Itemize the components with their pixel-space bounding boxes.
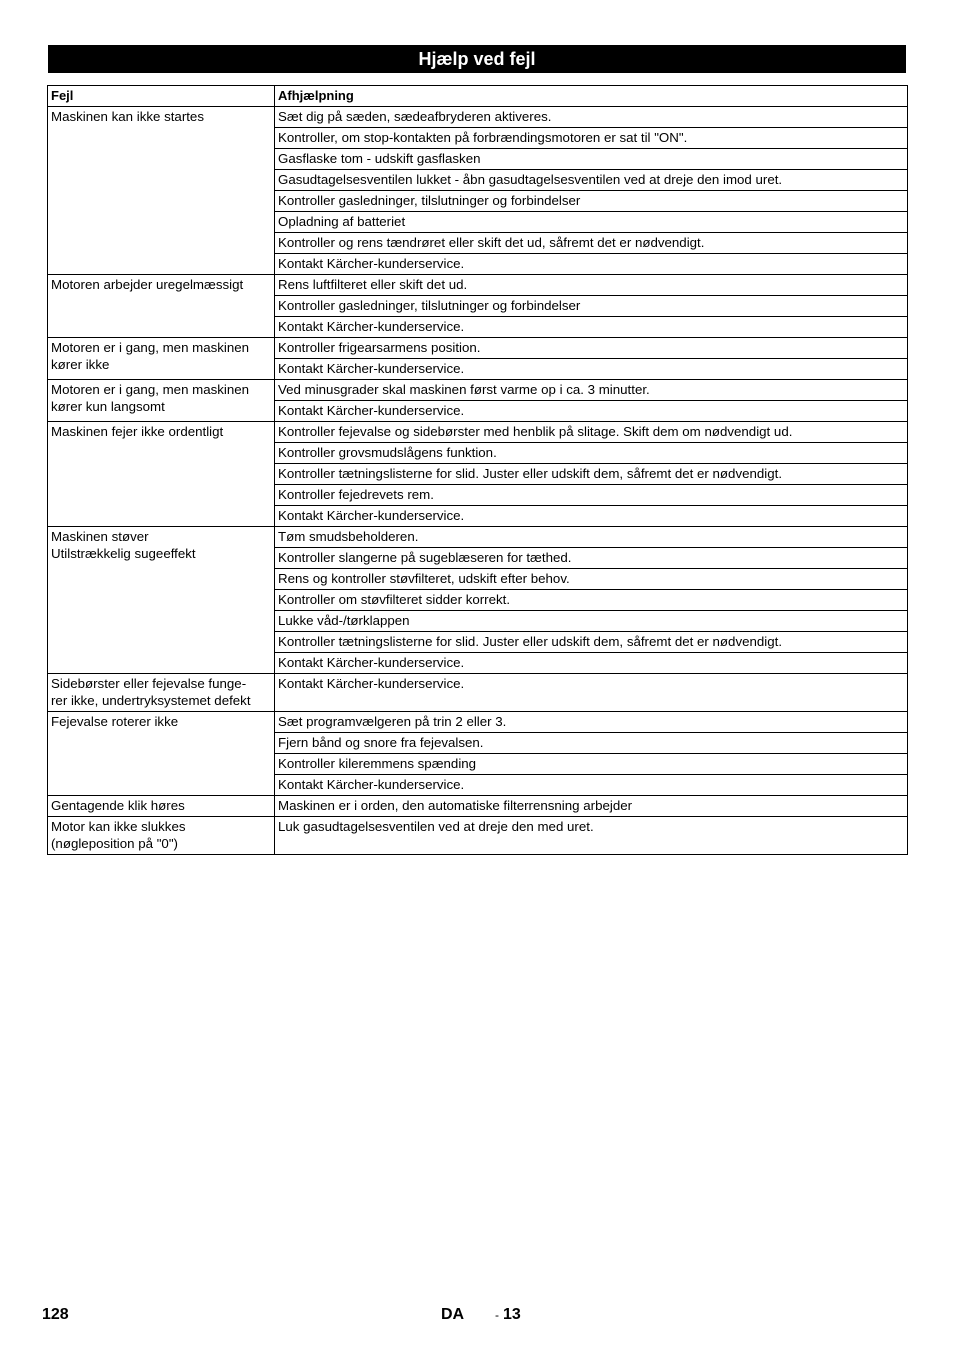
remedy-cell: Kontakt Kärcher-kunderservice. [275, 359, 908, 380]
remedy-cell: Rens luftfilteret eller skift det ud. [275, 275, 908, 296]
table-row [48, 338, 908, 359]
table-body [48, 107, 908, 855]
fault-column-header: Fejl [48, 86, 275, 107]
fault-cell: Maskinen fejer ikke ordentligt [48, 422, 275, 527]
remedy-cell: Kontroller slangerne på sugeblæseren for tæthed. [275, 548, 908, 569]
fault-cell: Sidebørster eller fejevalse funge- rer ikke, undertryksystemet defekt [48, 674, 275, 712]
fault-cell: Motoren er i gang, men maskinen kører ikke [48, 338, 275, 380]
table-row [48, 380, 908, 401]
remedy-cell: Kontroller gasledninger, tilslutninger og forbindelser [275, 191, 908, 212]
troubleshooting-table [47, 85, 908, 855]
remedy-cell: Lukke våd-/tørklappen [275, 611, 908, 632]
remedy-cell: Maskinen er i orden, den automatiske filterrensning arbejder [275, 796, 908, 817]
table-row [48, 712, 908, 733]
table-row [48, 275, 908, 296]
section-page-value: 13 [503, 1306, 521, 1323]
remedy-cell: Kontroller fejevalse og sidebørster med henblik på slitage. Skift dem om nødvendigt ud. [275, 422, 908, 443]
remedy-cell: Kontakt Kärcher-kunderservice. [275, 401, 908, 422]
remedy-cell: Fjern bånd og snore fra fejevalsen. [275, 733, 908, 754]
remedy-cell: Kontroller om støvfilteret sidder korrekt. [275, 590, 908, 611]
table-row [48, 527, 908, 548]
remedy-cell: Kontroller, om stop-kontakten på forbrændingsmotoren er sat til "ON". [275, 128, 908, 149]
page-number: 128 [42, 1306, 69, 1323]
remedy-cell: Kontroller og rens tændrøret eller skift det ud, såfremt det er nødvendigt. [275, 233, 908, 254]
section-page-number [495, 1306, 521, 1324]
remedy-cell: Ved minusgrader skal maskinen først varme op i ca. 3 minutter. [275, 380, 908, 401]
remedy-cell: Kontroller kileremmens spænding [275, 754, 908, 775]
page-title: Hjælp ved fejl [48, 45, 906, 73]
remedy-cell: Gasudtagelsesventilen lukket - åbn gasudtagelsesventilen ved at dreje den imod uret. [275, 170, 908, 191]
remedy-column-header: Afhjælpning [275, 86, 908, 107]
remedy-cell: Tøm smudsbeholderen. [275, 527, 908, 548]
fault-cell: Motoren arbejder uregelmæssigt [48, 275, 275, 338]
remedy-cell: Rens og kontroller støvfilteret, udskift efter behov. [275, 569, 908, 590]
remedy-cell: Kontakt Kärcher-kunderservice. [275, 506, 908, 527]
table-row [48, 422, 908, 443]
remedy-cell: Kontroller tætningslisterne for slid. Juster eller udskift dem, såfremt det er nødvendigt. [275, 464, 908, 485]
remedy-cell: Sæt dig på sæden, sædeafbryderen aktiveres. [275, 107, 908, 128]
fault-cell: Maskinen kan ikke startes [48, 107, 275, 275]
table-row [48, 817, 908, 855]
remedy-cell: Sæt programvælgeren på trin 2 eller 3. [275, 712, 908, 733]
table-row [48, 796, 908, 817]
remedy-cell: Kontakt Kärcher-kunderservice. [275, 653, 908, 674]
table-header-row [48, 86, 908, 107]
remedy-cell: Opladning af batteriet [275, 212, 908, 233]
remedy-cell: Gasflaske tom - udskift gasflasken [275, 149, 908, 170]
fault-cell: Maskinen støver Utilstrækkelig sugeeffekt [48, 527, 275, 674]
table-row [48, 107, 908, 128]
fault-cell: Motor kan ikke slukkes (nøgleposition på "0") [48, 817, 275, 855]
fault-cell: Gentagende klik høres [48, 796, 275, 817]
remedy-cell: Kontroller fejedrevets rem. [275, 485, 908, 506]
remedy-cell: Kontakt Kärcher-kunderservice. [275, 674, 908, 712]
remedy-cell: Kontakt Kärcher-kunderservice. [275, 254, 908, 275]
page-separator: - [495, 1308, 499, 1322]
fault-cell: Fejevalse roterer ikke [48, 712, 275, 796]
remedy-cell: Kontakt Kärcher-kunderservice. [275, 775, 908, 796]
table-row [48, 674, 908, 712]
language-code: DA [441, 1306, 465, 1323]
remedy-cell: Kontroller frigearsarmens position. [275, 338, 908, 359]
remedy-cell: Kontakt Kärcher-kunderservice. [275, 317, 908, 338]
fault-cell: Motoren er i gang, men maskinen kører kun langsomt [48, 380, 275, 422]
remedy-cell: Luk gasudtagelsesventilen ved at dreje den med uret. [275, 817, 908, 855]
remedy-cell: Kontroller grovsmudslågens funktion. [275, 443, 908, 464]
remedy-cell: Kontroller gasledninger, tilslutninger og forbindelser [275, 296, 908, 317]
remedy-cell: Kontroller tætningslisterne for slid. Juster eller udskift dem, såfremt det er nødvendigt. [275, 632, 908, 653]
